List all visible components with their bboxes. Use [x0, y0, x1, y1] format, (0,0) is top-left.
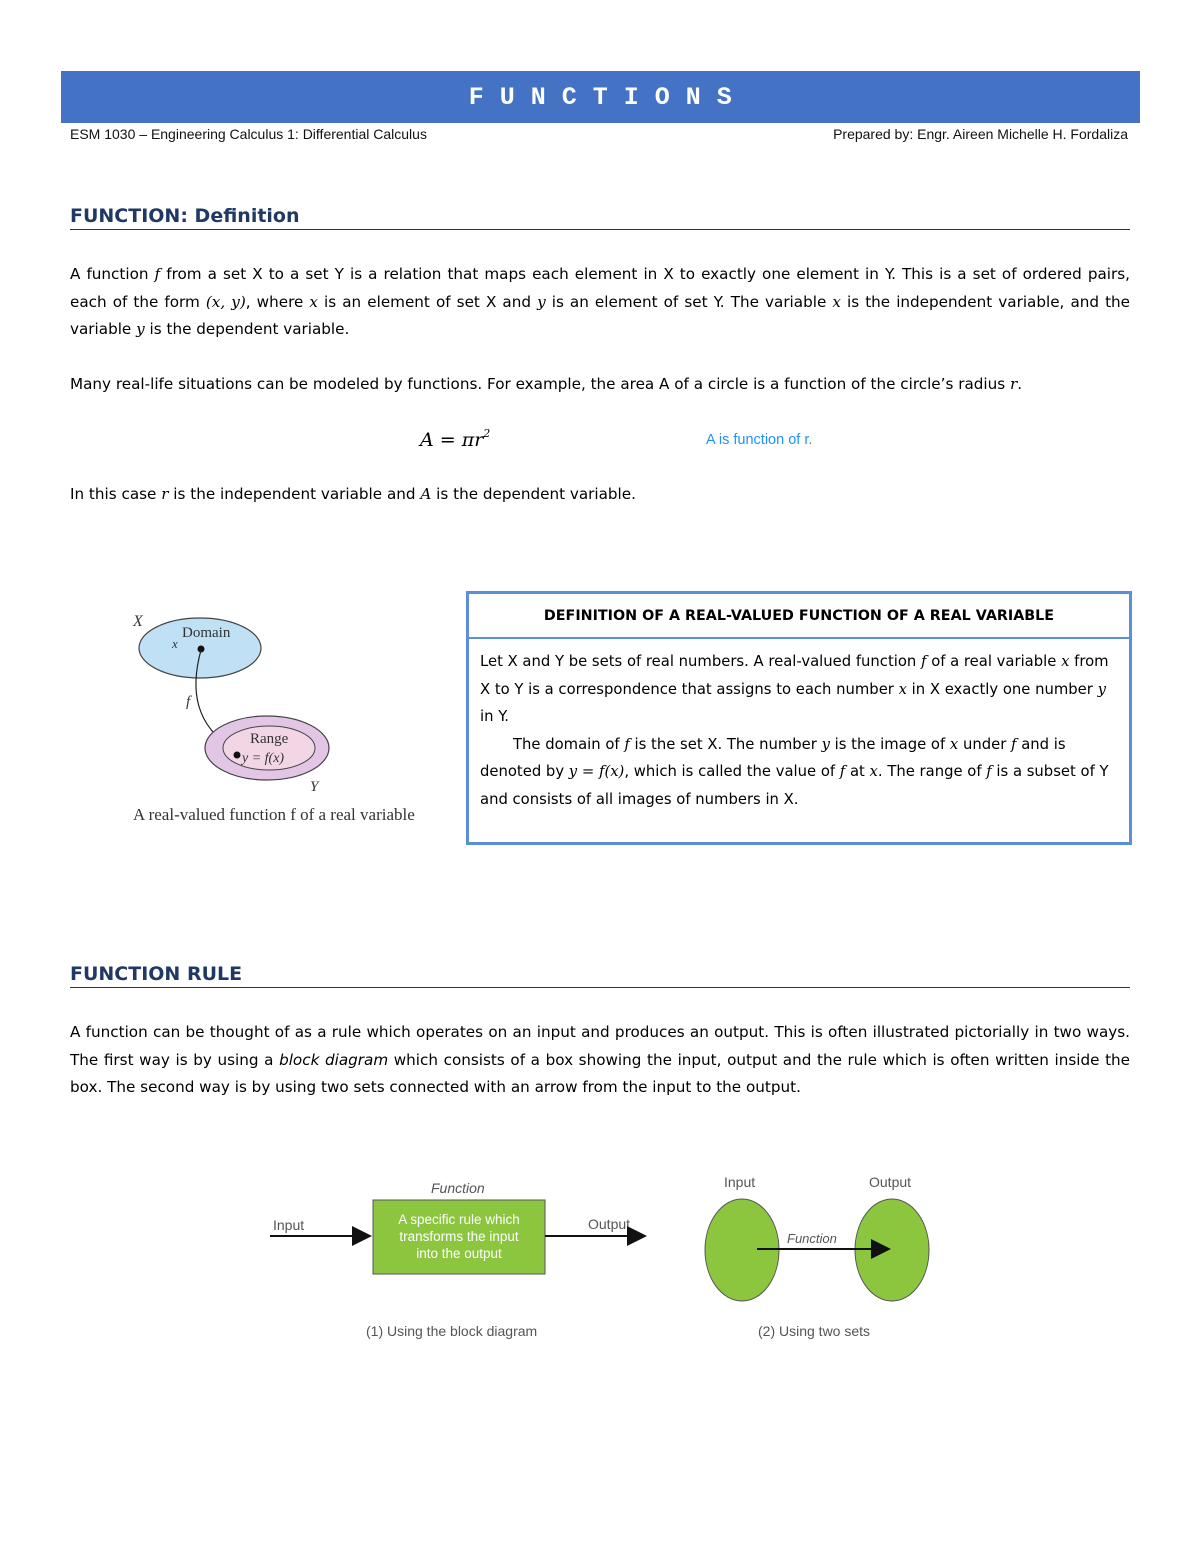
sets-caption: (2) Using two sets	[758, 1323, 871, 1339]
block-diagram	[260, 1170, 670, 1350]
definition-paragraph: A function f from a set X to a set Y is a relation that maps each element in X to exactly one element in Y. This is a set of ordered pairs, each of the form (x, y), where x is an element of set X and y is an element of set Y. The variable x is the independent variable, and the variable y is the dependent variable.	[70, 265, 1131, 338]
rule-line-2: transforms the input	[399, 1229, 519, 1244]
definition-box-body	[469, 639, 1129, 813]
block-output-label: Output	[588, 1216, 631, 1232]
definition-box-title: DEFINITION OF A REAL-VALUED FUNCTION OF A REAL VARIABLE	[469, 594, 1129, 639]
block-function-label: Function	[431, 1180, 485, 1196]
course-label: ESM 1030 – Engineering Calculus 1: Differential Calculus	[70, 126, 427, 142]
function-rule-paragraph: A function can be thought of as a rule which operates on an input and produces an output. This is often illustrated pictorially in two ways. The first way is by using a block diagram which consists of a box showing the input, output and the rule which is often written inside the box. The second way is by using two sets connected with an arrow from the input to the output.	[70, 1023, 1130, 1096]
set-x-label: X	[133, 613, 143, 630]
example-paragraph: Many real-life situations can be modeled by functions. For example, the area A of a circle is a function of the circle’s radius r.	[70, 375, 1023, 393]
range-point	[234, 752, 241, 759]
definition-box-p1: Let X and Y be sets of real numbers. A real-valued function f of a real variable x from X to Y is a correspondence that assigns to each number x in X exactly one number y in Y.	[480, 653, 1109, 725]
rule-line-1: A specific rule which	[398, 1212, 520, 1227]
equation-note: A is function of r.	[706, 432, 813, 448]
page-title: F U N C T I O N S	[468, 82, 733, 112]
arrow-f-label: f	[186, 694, 191, 710]
sets-input-label: Input	[724, 1174, 756, 1190]
preparer-label: Prepared by: Engr. Aireen Michelle H. Fordaliza	[833, 126, 1128, 142]
block-caption: (1) Using the block diagram	[366, 1323, 538, 1339]
section-title-definition: FUNCTION: Definition	[70, 205, 1130, 230]
two-sets-diagram	[695, 1165, 935, 1350]
rule-line-3: into the output	[416, 1246, 502, 1261]
title-banner	[61, 71, 1140, 123]
area-equation: $A = \pi r^2$	[420, 427, 491, 451]
set-y-label: Y	[310, 779, 319, 795]
figure1-caption: A real-valued function f of a real variable	[133, 805, 415, 824]
section-title-function-rule: FUNCTION RULE	[70, 963, 1130, 988]
definition-box-p2: The domain of f is the set X. The number y is the image of x under f and is denoted by y = f(x), which is called the value of f at x. The range of f is a subset of Y and consists of all images of numbers in X.	[480, 735, 1109, 808]
sets-output-label: Output	[869, 1174, 912, 1190]
range-label: Range	[250, 731, 289, 747]
block-input-label: Input	[273, 1217, 305, 1233]
element-x-label: x	[172, 636, 178, 651]
domain-range-diagram	[120, 600, 440, 840]
definition-box	[466, 591, 1132, 845]
domain-label: Domain	[182, 625, 231, 641]
variables-paragraph: In this case r is the independent variable and A is the dependent variable.	[70, 485, 636, 503]
range-expression: y = f(x)	[242, 751, 285, 766]
sets-function-label: Function	[787, 1231, 837, 1246]
